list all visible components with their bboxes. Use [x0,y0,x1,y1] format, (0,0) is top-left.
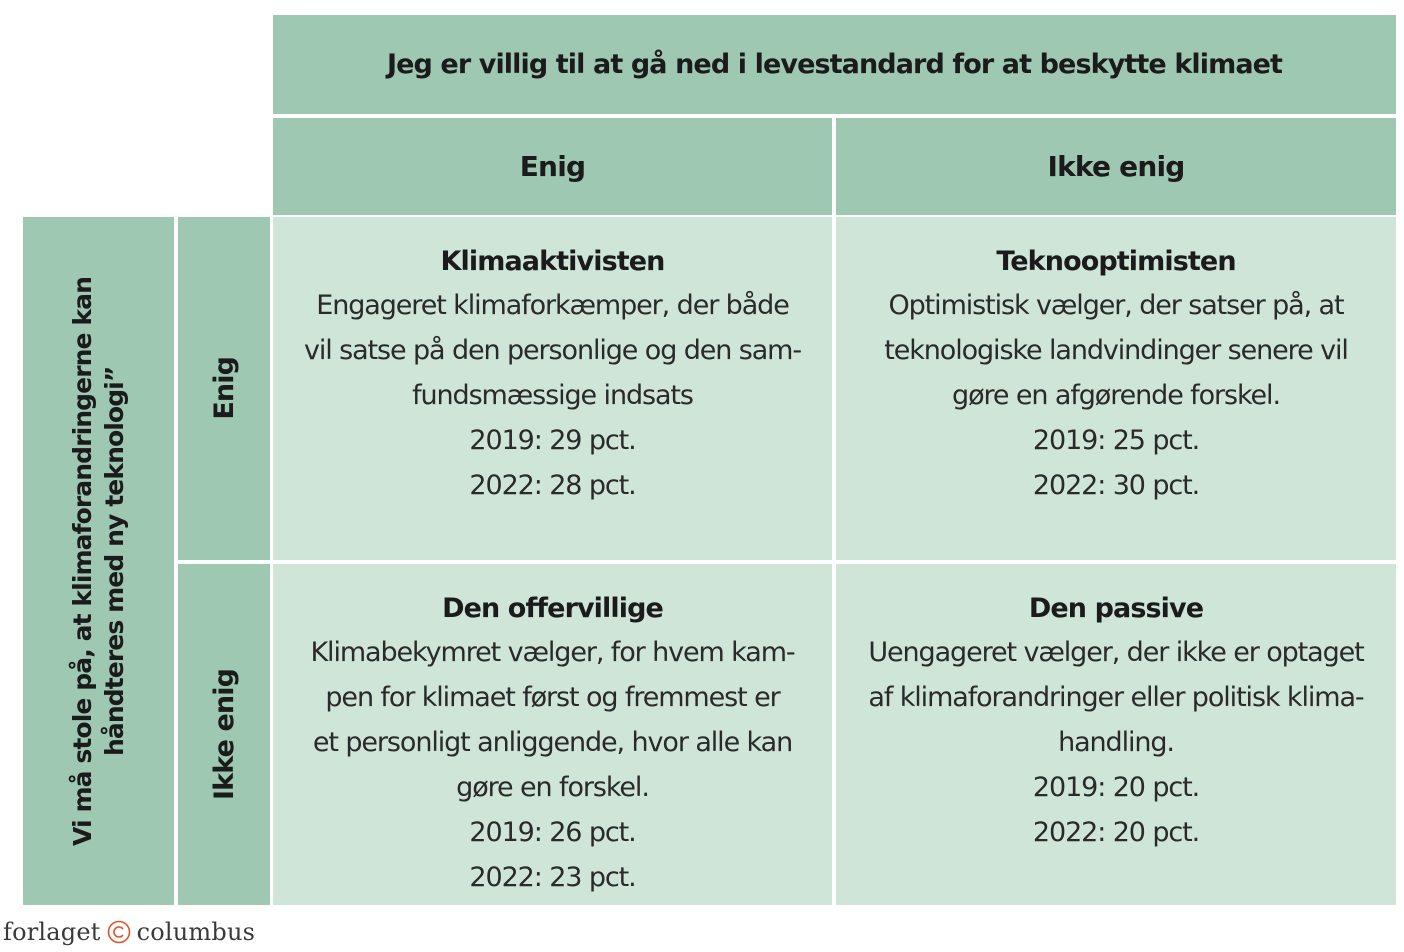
side-header-line-2: håndteres med ny teknologi” [99,366,129,756]
column-header-enig-label: Enig [519,150,586,183]
quadrant-stat-2019: 2019: 25 pct. [1032,425,1200,456]
quadrant-stat-2022: 2022: 30 pct. [1032,470,1200,501]
side-header-line-1: Vi må stole på, at klimaforandringerne kan [67,276,97,846]
logo-text-right: columbus [136,918,256,946]
quadrant-description-line: Engageret klimaforkæmper, der både [316,290,789,321]
quadrant-description-line: pen for klimaet først og fremmest er [325,682,780,713]
quadrant-title: Teknooptimisten [996,246,1236,277]
column-header-ikke-enig [836,118,1396,215]
quadrant-stat-2019: 2019: 20 pct. [1032,772,1200,803]
row-header-enig-label: Enig [208,357,240,420]
main-header-text: Jeg er villig til at gå ned i levestandard for at beskytte klimaet [386,49,1283,80]
quadrant-description-line: handling. [1058,727,1174,758]
quadrant-passive [836,564,1396,905]
quadrant-stat-2019: 2019: 29 pct. [469,425,636,456]
quadrant-description-line: Klimabekymret vælger, for hvem kam- [310,637,795,668]
quadrant-title: Klimaaktivisten [440,246,665,277]
quadrant-description-line: gøre en forskel. [456,772,649,803]
column-header-ikke-enig-label: Ikke enig [1047,150,1185,183]
main-header [273,15,1396,114]
quadrant-title: Den passive [1028,593,1204,624]
quadrant-description-line: Optimistisk vælger, der satser på, at [888,290,1344,321]
quadrant-description-line: teknologiske landvindinger senere vil [884,335,1348,366]
quadrant-description-line: Uengageret vælger, der ikke er optaget [868,637,1364,668]
column-header-enig [273,118,832,215]
quadrant-description-line: et personligt anliggende, hvor alle kan [312,727,793,758]
row-header-enig [178,217,270,560]
quadrant-description-line: vil satse på den personlige og den sam- [303,335,802,366]
row-header-ikke-enig-label: Ikke enig [208,669,240,800]
quadrant-teknooptimisten [836,217,1396,560]
copyright-circle-icon [107,920,131,944]
logo-text-left: forlaget [3,918,101,946]
quadrant-title: Den offervillige [442,593,663,624]
quadrant-klimaaktivisten [273,217,832,560]
quadrant-description-line: af klimaforandringer eller politisk klima- [868,682,1364,713]
quadrant-description-line: gøre en afgørende forskel. [952,380,1280,411]
side-header [23,217,174,905]
quadrant-stat-2022: 2022: 23 pct. [469,862,636,893]
quadrant-stat-2019: 2019: 26 pct. [469,817,636,848]
row-header-ikke-enig [178,564,270,905]
side-header-text [67,277,131,846]
publisher-logo [3,914,255,950]
quadrant-stat-2022: 2022: 28 pct. [469,470,636,501]
quadrant-stat-2022: 2022: 20 pct. [1032,817,1200,848]
quadrant-offervillige [273,564,832,905]
quadrant-description-line: fundsmæssige indsats [412,380,693,411]
